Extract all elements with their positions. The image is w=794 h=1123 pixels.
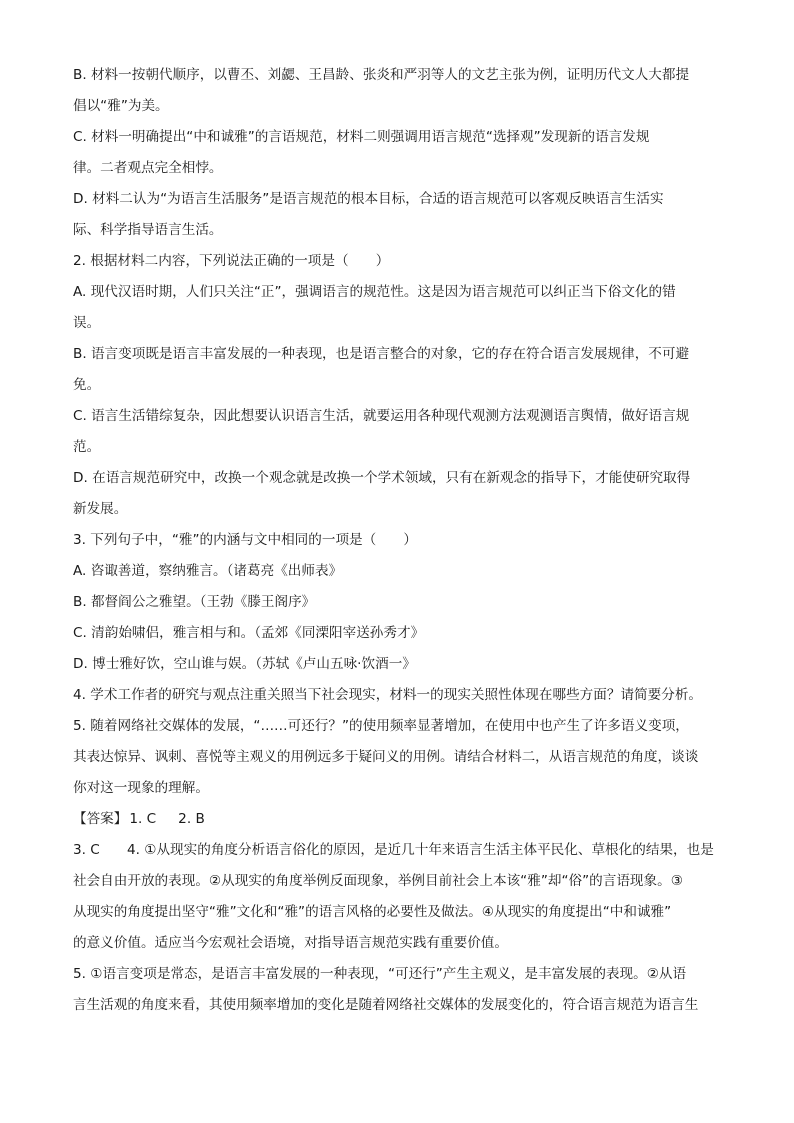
text-line: 其表达惊异、讽刺、喜悦等主观义的用例远多于疑问义的用例。请结合材料二，从语言规范的角度，谈谈 [73,749,699,765]
answer-item-2: 2. B [178,811,205,827]
text-line: A. 咨诹善道，察纳雅言。（诸葛亮《出师表》 [73,563,343,579]
text-line: 免。 [73,377,101,393]
text-line: 律。二者观点完全相悖。 [73,160,223,176]
text-line: B. 语言变项既是语言丰富发展的一种表现，也是语言整合的对象，它的存在符合语言发展规律，不可避 [73,346,690,362]
text-line: D. 在语言规范研究中，改换一个观念就是改换一个学术领域，只有在新观念的指导下，才能使研究取得 [73,470,691,486]
answer-line: 3. C 4. ①从现实的角度分析语言俗化的原因，是近几十年来语言生活主体平民化、草根化的结果，也是 [73,842,714,858]
answer-line: 从现实的角度提出坚守“雅”文化和“雅”的语言风格的必要性及做法。④从现实的角度提出“中和诚雅” [73,904,672,920]
document-content [73,60,723,1021]
answer-item-1: 1. C [129,811,157,827]
question-4-stem: 4. 学术工作者的研究与观点注重关照当下社会现实，材料一的现实关照性体现在哪些方面？请简要分析。 [73,687,703,703]
question-3-stem: 3. 下列句子中，“雅”的内涵与文中相同的一项是（ ） [73,532,418,548]
text-line: 际、科学指导语言生活。 [73,222,223,238]
text-line: C. 语言生活错综复杂，因此想要认识语言生活，就要运用各种现代观测方法观测语言舆情，做好语言规 [73,408,690,424]
text-line: 误。 [73,315,101,331]
text-line: A. 现代汉语时期，人们只关注“正”，强调语言的规范性。这是因为语言规范可以纠正当下俗文化的错 [73,284,676,300]
text-line: 倡以“雅”为美。 [73,98,169,114]
text-line: B. 材料一按朝代顺序，以曹丕、刘勰、王昌龄、张炎和严羽等人的文艺主张为例，证明历代文人大都提 [73,67,690,83]
answer-line: 社会自由开放的表现。②从现实的角度举例反面现象，举例目前社会上本该“雅”却“俗”的言语现象。③ [73,873,683,889]
answer-line: 言生活观的角度来看，其使用频率增加的变化是随着网络社交媒体的发展变化的，符合语言规范为语言生 [73,997,699,1013]
answer-header-line [73,804,723,835]
text-line: 你对这一现象的理解。 [73,780,209,796]
text-line: 范。 [73,439,101,455]
question-2-stem: 2. 根据材料二内容，下列说法正确的一项是（ ） [73,253,390,269]
text-line: C. 材料一明确提出“中和诚雅”的言语规范，材料二则强调用语言规范“选择观”发现新的语言发规 [73,129,650,145]
text-line: C. 清韵始啸侣，雅言相与和。（孟郊《同溧阳宰送孙秀才》 [73,625,425,641]
text-line: D. 博士雅好饮，空山谁与娱。（苏轼《卢山五咏·饮酒一》 [73,656,416,672]
answer-line: 5. ①语言变项是常态，是语言丰富发展的一种表现，“可还行”产生主观义，是丰富发展的表现。②从语 [73,966,687,982]
text-line: B. 都督阎公之雅望。（王勃《滕王阁序》 [73,594,316,610]
text-line: 新发展。 [73,501,128,517]
text-line: D. 材料二认为“为语言生活服务”是语言规范的根本目标，合适的语言规范可以客观反映语言生活实 [73,191,664,207]
question-5-stem: 5. 随着网络社交媒体的发展，“……可还行？”的使用频率显著增加，在使用中也产生了许多语义变项， [73,718,689,734]
answer-label: 【答案】 [73,811,128,827]
answer-line: 的意义价值。适应当今宏观社会语境，对指导语言规范实践有重要价值。 [73,935,508,951]
